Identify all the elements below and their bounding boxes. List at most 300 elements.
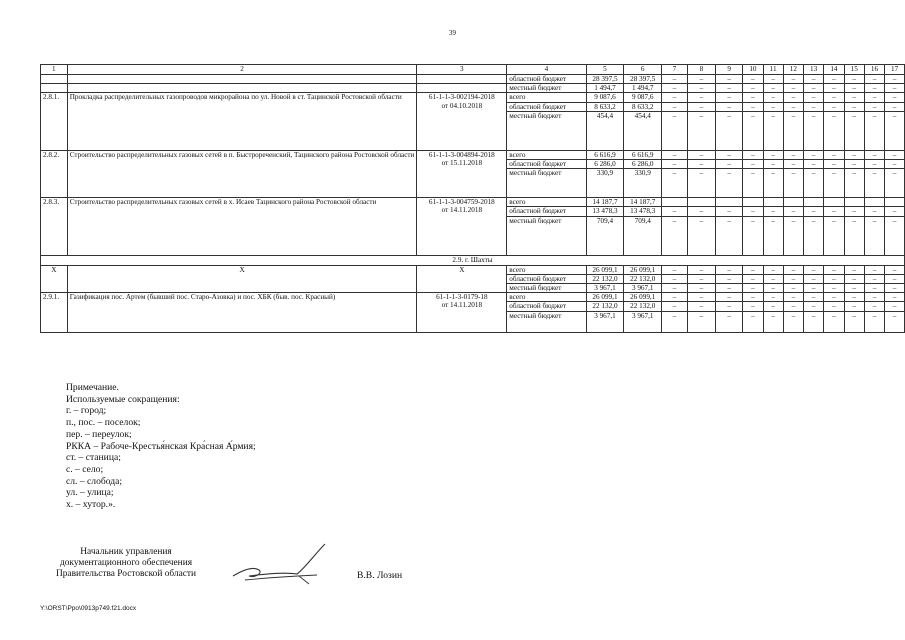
empty-value-dash: – bbox=[864, 169, 884, 198]
item-number: 2.8.2. bbox=[41, 150, 68, 197]
empty-value-dash: – bbox=[716, 169, 743, 198]
empty-value-dash: – bbox=[743, 111, 763, 150]
empty-value-dash: – bbox=[824, 302, 844, 311]
empty-value-dash: – bbox=[783, 311, 803, 332]
empty-value-dash: – bbox=[885, 311, 905, 332]
item-name: Прокладка распределительных газопроводов микрорайона по ул. Новой в ст. Тацинской Ростовской области bbox=[67, 93, 417, 150]
empty-cell bbox=[743, 198, 763, 207]
empty-value-dash: – bbox=[743, 75, 763, 84]
funding-source: областной бюджет bbox=[507, 75, 586, 84]
conclusion-code: 61-1-1-3-002194-2018 bbox=[428, 93, 495, 102]
empty-value-dash: – bbox=[783, 207, 803, 216]
empty-value-dash: – bbox=[763, 75, 783, 84]
empty-value-dash: – bbox=[716, 302, 743, 311]
empty-value-dash: – bbox=[662, 150, 688, 159]
empty-value-dash: – bbox=[864, 207, 884, 216]
item-name: Газификация пос. Артем (бывший пос. Старо-Азовка) и пос. ХБК (быв. пос. Красный) bbox=[67, 293, 417, 332]
empty-value-dash: – bbox=[662, 169, 688, 198]
empty-value-dash: – bbox=[716, 216, 743, 255]
empty-value-dash: – bbox=[743, 284, 763, 293]
empty-value-dash: – bbox=[716, 207, 743, 216]
empty-value-dash: – bbox=[824, 111, 844, 150]
column-number: 15 bbox=[844, 65, 864, 75]
empty-value-dash: – bbox=[844, 84, 864, 93]
empty-value-dash: – bbox=[844, 93, 864, 102]
empty-value-dash: – bbox=[864, 84, 884, 93]
empty-value-dash: – bbox=[743, 84, 763, 93]
empty-value-dash: – bbox=[687, 274, 715, 283]
empty-value-dash: – bbox=[864, 284, 884, 293]
empty-value-dash: – bbox=[687, 160, 715, 169]
empty-value-dash: – bbox=[804, 216, 824, 255]
abbreviation-item: ул. – улица; bbox=[66, 487, 114, 499]
funding-source: местный бюджет bbox=[507, 84, 586, 93]
empty-value-dash: – bbox=[763, 93, 783, 102]
column-number: 10 bbox=[743, 65, 763, 75]
empty-value-dash: – bbox=[844, 169, 864, 198]
empty-value-dash: – bbox=[864, 311, 884, 332]
empty-value-dash: – bbox=[885, 160, 905, 169]
empty-cell bbox=[67, 84, 417, 93]
abbreviation-item: РККА – Рабоче-Крестья́нская Кра́сная А́рмия; bbox=[66, 440, 256, 452]
empty-value-dash: – bbox=[763, 265, 783, 274]
empty-value-dash: – bbox=[743, 93, 763, 102]
empty-value-dash: – bbox=[687, 169, 715, 198]
funding-source: всего bbox=[507, 293, 586, 302]
funding-source: всего bbox=[507, 150, 586, 159]
amount-year: 330,9 bbox=[624, 169, 662, 198]
signatory-title bbox=[40, 547, 212, 580]
empty-value-dash: – bbox=[824, 284, 844, 293]
empty-cell bbox=[763, 198, 783, 207]
item-number: 2.8.3. bbox=[41, 198, 68, 255]
empty-value-dash: – bbox=[864, 75, 884, 84]
empty-value-dash: – bbox=[783, 169, 803, 198]
empty-cell bbox=[41, 84, 68, 93]
empty-value-dash: – bbox=[763, 160, 783, 169]
funding-source: местный бюджет bbox=[507, 311, 586, 332]
empty-value-dash: – bbox=[844, 111, 864, 150]
empty-value-dash: – bbox=[687, 293, 715, 302]
empty-value-dash: – bbox=[885, 293, 905, 302]
empty-value-dash: – bbox=[743, 265, 763, 274]
empty-value-dash: – bbox=[662, 284, 688, 293]
amount-total: 8 633,2 bbox=[586, 102, 624, 111]
table-row bbox=[41, 150, 905, 159]
conclusion-date: от 04.10.2018 bbox=[441, 101, 483, 110]
funding-source: местный бюджет bbox=[507, 216, 586, 255]
notes-title: Примечание. bbox=[66, 382, 119, 393]
conclusion-code: 61-1-1-3-0179-18 bbox=[436, 293, 488, 302]
empty-value-dash: – bbox=[716, 75, 743, 84]
empty-value-dash: – bbox=[885, 274, 905, 283]
column-number: 7 bbox=[662, 65, 688, 75]
amount-total: 330,9 bbox=[586, 169, 624, 198]
empty-value-dash: – bbox=[662, 302, 688, 311]
empty-value-dash: – bbox=[804, 302, 824, 311]
empty-value-dash: – bbox=[763, 207, 783, 216]
empty-cell bbox=[824, 198, 844, 207]
amount-year: 26 099,1 bbox=[624, 293, 662, 302]
column-number: 8 bbox=[687, 65, 715, 75]
empty-value-dash: – bbox=[885, 150, 905, 159]
amount-total: 13 478,3 bbox=[586, 207, 624, 216]
empty-value-dash: – bbox=[763, 84, 783, 93]
empty-value-dash: – bbox=[662, 293, 688, 302]
amount-total: 28 397,5 bbox=[586, 75, 624, 84]
empty-value-dash: – bbox=[783, 160, 803, 169]
amount-year: 26 099,1 bbox=[624, 265, 662, 274]
amount-year: 6 286,0 bbox=[624, 160, 662, 169]
empty-cell bbox=[783, 198, 803, 207]
amount-total: 6 616,9 bbox=[586, 150, 624, 159]
empty-value-dash: – bbox=[763, 150, 783, 159]
amount-year: 22 132,0 bbox=[624, 274, 662, 283]
amount-year: 8 633,2 bbox=[624, 102, 662, 111]
empty-value-dash: – bbox=[885, 111, 905, 150]
empty-value-dash: – bbox=[716, 293, 743, 302]
empty-value-dash: – bbox=[844, 207, 864, 216]
empty-value-dash: – bbox=[864, 93, 884, 102]
empty-value-dash: – bbox=[885, 284, 905, 293]
abbreviation-item: х. – хутор.». bbox=[66, 499, 116, 511]
amount-year: 6 616,9 bbox=[624, 150, 662, 159]
item-name: Строительство распределительных газовых сетей в х. Исаев Тацинского района Ростовской области bbox=[67, 198, 417, 255]
budget-table bbox=[40, 64, 905, 333]
placeholder-x: Х bbox=[417, 265, 507, 293]
empty-value-dash: – bbox=[783, 265, 803, 274]
empty-value-dash: – bbox=[783, 274, 803, 283]
amount-year: 3 967,1 bbox=[624, 311, 662, 332]
column-number: 6 bbox=[624, 65, 662, 75]
amount-total: 9 087,6 bbox=[586, 93, 624, 102]
section-row bbox=[41, 255, 905, 265]
empty-value-dash: – bbox=[804, 75, 824, 84]
empty-value-dash: – bbox=[864, 102, 884, 111]
funding-source: всего bbox=[507, 93, 586, 102]
empty-value-dash: – bbox=[687, 284, 715, 293]
empty-value-dash: – bbox=[824, 311, 844, 332]
empty-value-dash: – bbox=[687, 265, 715, 274]
empty-value-dash: – bbox=[804, 284, 824, 293]
empty-value-dash: – bbox=[804, 160, 824, 169]
conclusion-code: 61-1-1-3-004759-2018 bbox=[428, 198, 495, 207]
empty-value-dash: – bbox=[885, 75, 905, 84]
placeholder-x: Х bbox=[67, 265, 417, 293]
placeholder-x: Х bbox=[41, 265, 68, 293]
table-row bbox=[41, 93, 905, 102]
empty-cell bbox=[417, 75, 507, 84]
empty-value-dash: – bbox=[743, 102, 763, 111]
empty-value-dash: – bbox=[824, 102, 844, 111]
column-number-row bbox=[41, 65, 905, 75]
empty-value-dash: – bbox=[763, 111, 783, 150]
amount-total: 22 132,0 bbox=[586, 302, 624, 311]
empty-cell bbox=[844, 198, 864, 207]
empty-value-dash: – bbox=[687, 207, 715, 216]
item-number: 2.8.1. bbox=[41, 93, 68, 150]
empty-value-dash: – bbox=[743, 302, 763, 311]
empty-value-dash: – bbox=[743, 160, 763, 169]
amount-year: 22 132,0 bbox=[624, 302, 662, 311]
empty-cell bbox=[417, 84, 507, 93]
empty-cell bbox=[41, 75, 68, 84]
empty-value-dash: – bbox=[687, 102, 715, 111]
amount-year: 709,4 bbox=[624, 216, 662, 255]
signatory-title-line: Правительства Ростовской области bbox=[55, 569, 197, 579]
empty-value-dash: – bbox=[716, 102, 743, 111]
conclusion-date: от 14.11.2018 bbox=[441, 301, 483, 310]
empty-value-dash: – bbox=[662, 102, 688, 111]
empty-value-dash: – bbox=[763, 102, 783, 111]
empty-value-dash: – bbox=[716, 311, 743, 332]
column-number: 14 bbox=[824, 65, 844, 75]
empty-value-dash: – bbox=[763, 311, 783, 332]
empty-value-dash: – bbox=[662, 274, 688, 283]
empty-value-dash: – bbox=[804, 102, 824, 111]
amount-total: 3 967,1 bbox=[586, 284, 624, 293]
empty-value-dash: – bbox=[844, 150, 864, 159]
empty-value-dash: – bbox=[763, 216, 783, 255]
notes-block bbox=[66, 382, 256, 511]
amount-year: 9 087,6 bbox=[624, 93, 662, 102]
empty-value-dash: – bbox=[687, 302, 715, 311]
empty-value-dash: – bbox=[864, 293, 884, 302]
item-name: Строительство распределительных газовых сетей в п. Быстрореченский, Тацинского района Ростовской области bbox=[67, 150, 417, 197]
empty-value-dash: – bbox=[783, 75, 803, 84]
amount-total: 22 132,0 bbox=[586, 274, 624, 283]
signatory-title-line: Начальник управления bbox=[80, 547, 172, 557]
item-number: 2.9.1. bbox=[41, 293, 68, 332]
empty-value-dash: – bbox=[804, 265, 824, 274]
empty-cell bbox=[864, 198, 884, 207]
empty-value-dash: – bbox=[824, 265, 844, 274]
empty-value-dash: – bbox=[804, 150, 824, 159]
amount-total: 454,4 bbox=[586, 111, 624, 150]
empty-value-dash: – bbox=[662, 311, 688, 332]
empty-value-dash: – bbox=[687, 150, 715, 159]
empty-value-dash: – bbox=[743, 311, 763, 332]
amount-year: 13 478,3 bbox=[624, 207, 662, 216]
empty-value-dash: – bbox=[844, 293, 864, 302]
column-number: 3 bbox=[417, 65, 507, 75]
signatory-title-line: документационного обеспечения bbox=[59, 558, 193, 568]
amount-total: 26 099,1 bbox=[586, 293, 624, 302]
empty-value-dash: – bbox=[804, 84, 824, 93]
empty-value-dash: – bbox=[824, 293, 844, 302]
empty-value-dash: – bbox=[783, 93, 803, 102]
empty-value-dash: – bbox=[763, 169, 783, 198]
empty-value-dash: – bbox=[783, 284, 803, 293]
empty-value-dash: – bbox=[716, 84, 743, 93]
empty-value-dash: – bbox=[763, 293, 783, 302]
funding-source: всего bbox=[507, 265, 586, 274]
handwritten-signature bbox=[225, 540, 335, 590]
table-row bbox=[41, 265, 905, 274]
empty-cell bbox=[885, 198, 905, 207]
empty-value-dash: – bbox=[662, 216, 688, 255]
funding-source: всего bbox=[507, 198, 586, 207]
empty-value-dash: – bbox=[885, 216, 905, 255]
page-number: 39 bbox=[449, 29, 456, 37]
funding-source: областной бюджет bbox=[507, 102, 586, 111]
empty-cell bbox=[67, 75, 417, 84]
empty-value-dash: – bbox=[743, 207, 763, 216]
empty-value-dash: – bbox=[885, 169, 905, 198]
empty-value-dash: – bbox=[662, 111, 688, 150]
empty-value-dash: – bbox=[824, 274, 844, 283]
empty-value-dash: – bbox=[763, 284, 783, 293]
funding-source: областной бюджет bbox=[507, 207, 586, 216]
funding-source: местный бюджет bbox=[507, 111, 586, 150]
expertise-conclusion bbox=[417, 150, 507, 197]
empty-value-dash: – bbox=[885, 302, 905, 311]
abbreviation-item: п., пос. – поселок; bbox=[66, 417, 141, 429]
funding-source: местный бюджет bbox=[507, 284, 586, 293]
empty-value-dash: – bbox=[783, 293, 803, 302]
empty-value-dash: – bbox=[844, 265, 864, 274]
abbreviation-item: сл. – слобода; bbox=[66, 475, 123, 487]
empty-value-dash: – bbox=[687, 216, 715, 255]
empty-value-dash: – bbox=[844, 284, 864, 293]
empty-value-dash: – bbox=[824, 84, 844, 93]
empty-value-dash: – bbox=[844, 216, 864, 255]
empty-value-dash: – bbox=[662, 160, 688, 169]
empty-value-dash: – bbox=[844, 302, 864, 311]
amount-year: 14 187,7 bbox=[624, 198, 662, 207]
column-number: 17 bbox=[885, 65, 905, 75]
empty-value-dash: – bbox=[687, 311, 715, 332]
empty-value-dash: – bbox=[687, 84, 715, 93]
empty-value-dash: – bbox=[662, 84, 688, 93]
empty-value-dash: – bbox=[844, 311, 864, 332]
signatory-name: В.В. Лозин bbox=[357, 570, 403, 581]
empty-value-dash: – bbox=[743, 169, 763, 198]
empty-value-dash: – bbox=[662, 207, 688, 216]
table-row bbox=[41, 75, 905, 84]
empty-value-dash: – bbox=[804, 293, 824, 302]
empty-value-dash: – bbox=[844, 75, 864, 84]
empty-value-dash: – bbox=[716, 265, 743, 274]
empty-value-dash: – bbox=[763, 302, 783, 311]
empty-value-dash: – bbox=[804, 111, 824, 150]
expertise-conclusion bbox=[417, 293, 507, 332]
amount-year: 3 967,1 bbox=[624, 284, 662, 293]
empty-value-dash: – bbox=[824, 150, 844, 159]
amount-total: 3 967,1 bbox=[586, 311, 624, 332]
empty-cell bbox=[716, 198, 743, 207]
empty-value-dash: – bbox=[885, 84, 905, 93]
column-number: 9 bbox=[716, 65, 743, 75]
empty-value-dash: – bbox=[743, 216, 763, 255]
empty-value-dash: – bbox=[783, 111, 803, 150]
amount-year: 454,4 bbox=[624, 111, 662, 150]
empty-value-dash: – bbox=[783, 84, 803, 93]
funding-source: местный бюджет bbox=[507, 169, 586, 198]
empty-value-dash: – bbox=[662, 93, 688, 102]
column-number: 2 bbox=[67, 65, 417, 75]
empty-value-dash: – bbox=[687, 111, 715, 150]
abbreviation-item: пер. – переулок; bbox=[66, 428, 132, 440]
empty-value-dash: – bbox=[716, 93, 743, 102]
amount-year: 1 494,7 bbox=[624, 84, 662, 93]
empty-value-dash: – bbox=[716, 284, 743, 293]
empty-cell bbox=[687, 198, 715, 207]
empty-value-dash: – bbox=[824, 216, 844, 255]
empty-value-dash: – bbox=[864, 216, 884, 255]
empty-value-dash: – bbox=[716, 150, 743, 159]
empty-value-dash: – bbox=[716, 111, 743, 150]
empty-value-dash: – bbox=[716, 160, 743, 169]
empty-value-dash: – bbox=[687, 75, 715, 84]
empty-value-dash: – bbox=[743, 274, 763, 283]
file-path: Y:\ORST\Ppo\0913p749.f21.docx bbox=[40, 605, 137, 612]
empty-value-dash: – bbox=[824, 169, 844, 198]
empty-value-dash: – bbox=[864, 302, 884, 311]
table-row bbox=[41, 198, 905, 207]
column-number: 4 bbox=[507, 65, 586, 75]
empty-value-dash: – bbox=[763, 274, 783, 283]
empty-value-dash: – bbox=[885, 265, 905, 274]
empty-value-dash: – bbox=[716, 274, 743, 283]
empty-value-dash: – bbox=[824, 93, 844, 102]
empty-value-dash: – bbox=[804, 274, 824, 283]
empty-value-dash: – bbox=[783, 150, 803, 159]
empty-value-dash: – bbox=[687, 93, 715, 102]
amount-total: 14 187,7 bbox=[586, 198, 624, 207]
expertise-conclusion bbox=[417, 198, 507, 255]
conclusion-date: от 15.11.2018 bbox=[441, 159, 483, 168]
empty-value-dash: – bbox=[844, 160, 864, 169]
column-number: 1 bbox=[41, 65, 68, 75]
empty-value-dash: – bbox=[864, 160, 884, 169]
empty-value-dash: – bbox=[864, 274, 884, 283]
empty-value-dash: – bbox=[804, 93, 824, 102]
empty-value-dash: – bbox=[824, 160, 844, 169]
empty-value-dash: – bbox=[783, 102, 803, 111]
empty-value-dash: – bbox=[662, 75, 688, 84]
empty-value-dash: – bbox=[804, 169, 824, 198]
expertise-conclusion bbox=[417, 93, 507, 150]
empty-cell bbox=[662, 198, 688, 207]
abbreviation-item: г. – город; bbox=[66, 405, 107, 417]
table-row bbox=[41, 84, 905, 93]
amount-year: 28 397,5 bbox=[624, 75, 662, 84]
empty-value-dash: – bbox=[824, 207, 844, 216]
funding-source: областной бюджет bbox=[507, 302, 586, 311]
amount-total: 6 286,0 bbox=[586, 160, 624, 169]
empty-value-dash: – bbox=[864, 111, 884, 150]
column-number: 12 bbox=[783, 65, 803, 75]
empty-value-dash: – bbox=[885, 207, 905, 216]
empty-value-dash: – bbox=[844, 102, 864, 111]
empty-value-dash: – bbox=[844, 274, 864, 283]
empty-value-dash: – bbox=[804, 311, 824, 332]
empty-value-dash: – bbox=[783, 302, 803, 311]
funding-source: областной бюджет bbox=[507, 274, 586, 283]
conclusion-date: от 14.11.2018 bbox=[441, 206, 483, 215]
table-row bbox=[41, 293, 905, 302]
amount-total: 26 099,1 bbox=[586, 265, 624, 274]
funding-source: областной бюджет bbox=[507, 160, 586, 169]
empty-value-dash: – bbox=[824, 75, 844, 84]
empty-value-dash: – bbox=[864, 150, 884, 159]
column-number: 13 bbox=[804, 65, 824, 75]
section-title: 2.9. г. Шахты bbox=[41, 255, 905, 265]
column-number: 16 bbox=[864, 65, 884, 75]
conclusion-code: 61-1-1-3-004894-2018 bbox=[428, 150, 495, 159]
column-number: 11 bbox=[763, 65, 783, 75]
